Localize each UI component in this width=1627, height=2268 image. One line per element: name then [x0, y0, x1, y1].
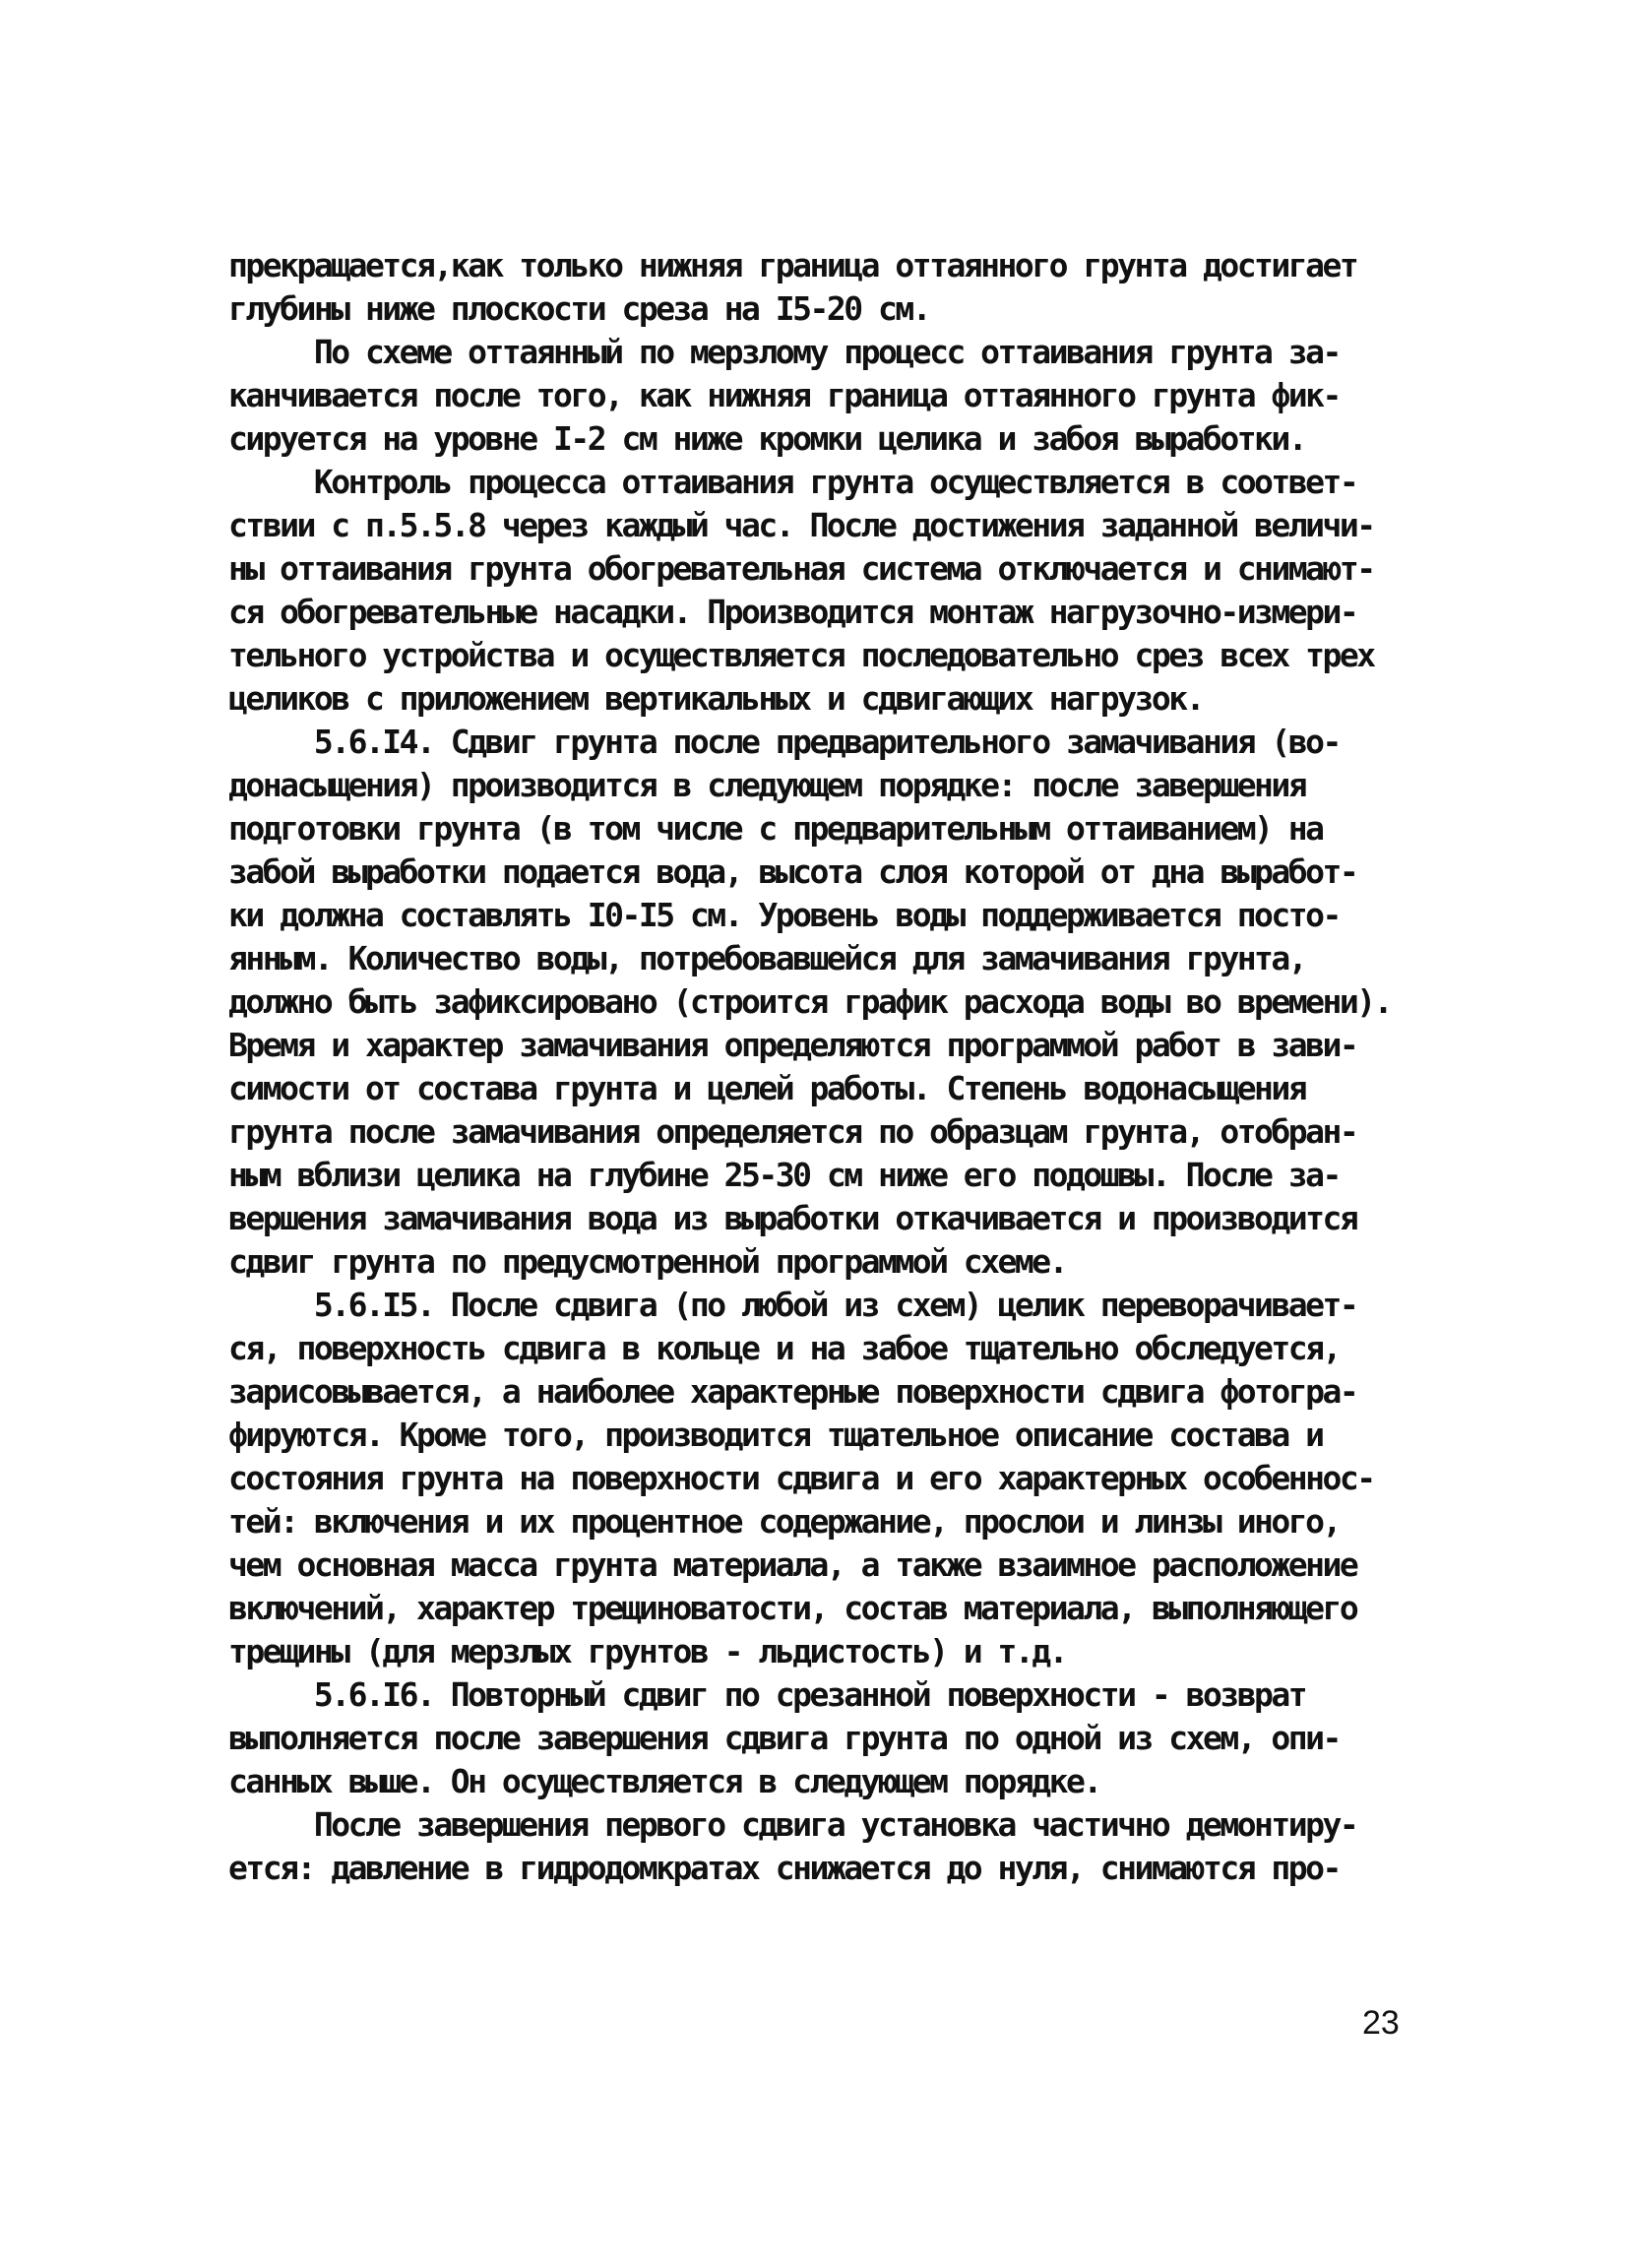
- text-line: ется: давление в гидродомкратах снижается до нуля, снимаются про-: [228, 1849, 1340, 1887]
- text-line: трещины (для мерзлых грунтов - льдистость) и т.д.: [228, 1632, 1067, 1670]
- text-line: чем основная масса грунта материала, а также взаимное расположение: [228, 1545, 1357, 1584]
- text-line: прекращается,как только нижняя граница оттаянного грунта достигает: [228, 246, 1357, 284]
- page-number: 23: [1362, 2004, 1400, 2042]
- text-line: донасыщения) производится в следующем порядке: после завершения: [228, 766, 1306, 804]
- text-line: зарисовывается, а наиболее характерные поверхности сдвига фотогра-: [228, 1372, 1357, 1411]
- text-line: тельного устройства и осуществляется последовательно срез всех трех: [228, 636, 1374, 674]
- text-line: По схеме оттаянный по мерзлому процесс оттаивания грунта за-: [228, 333, 1340, 371]
- text-line: ным вблизи целика на глубине 25-30 см ниже его подошвы. После за-: [228, 1156, 1340, 1194]
- text-line: состояния грунта на поверхности сдвига и его характерных особеннос-: [228, 1459, 1374, 1497]
- text-line: грунта после замачивания определяется по образцам грунта, отобран-: [228, 1112, 1357, 1151]
- text-line: вершения замачивания вода из выработки откачивается и производится: [228, 1199, 1357, 1237]
- text-line: 5.6.I5. После сдвига (по любой из схем) целик переворачивает-: [228, 1286, 1357, 1324]
- text-line: выполняется после завершения сдвига грунта по одной из схем, опи-: [228, 1719, 1340, 1757]
- text-line: ки должна составлять I0-I5 см. Уровень воды поддерживается посто-: [228, 896, 1340, 934]
- text-line: ся, поверхность сдвига в кольце и на забое тщательно обследуется,: [228, 1329, 1340, 1367]
- text-line: 5.6.I6. Повторный сдвиг по срезанной поверхности - возврат: [228, 1675, 1306, 1714]
- text-line: сдвиг грунта по предусмотренной программой схеме.: [228, 1242, 1067, 1281]
- body-text: [228, 244, 1409, 1890]
- text-line: ствии с п.5.5.8 через каждый час. После достижения заданной величи-: [228, 506, 1374, 544]
- text-line: ся обогревательные насадки. Производится монтаж нагрузочно-измери-: [228, 593, 1357, 631]
- text-line: тей: включения и их процентное содержание, прослои и линзы иного,: [228, 1502, 1340, 1541]
- text-line: 5.6.I4. Сдвиг грунта после предварительного замачивания (во-: [228, 723, 1340, 761]
- text-line: фируются. Кроме того, производится тщательное описание состава и: [228, 1416, 1323, 1454]
- text-line: канчивается после того, как нижняя граница оттаянного грунта фик-: [228, 376, 1340, 414]
- text-line: включений, характер трещиноватости, состав материала, выполняющего: [228, 1589, 1357, 1627]
- text-line: должно быть зафиксировано (строится график расхода воды во времени).: [228, 982, 1392, 1021]
- text-line: симости от состава грунта и целей работы. Степень водонасыщения: [228, 1069, 1306, 1107]
- text-line: Время и характер замачивания определяются программой работ в зави-: [228, 1026, 1357, 1064]
- text-line: целиков с приложением вертикальных и сдвигающих нагрузок.: [228, 679, 1203, 718]
- text-line: санных выше. Он осуществляется в следующем порядке.: [228, 1762, 1100, 1800]
- text-line: После завершения первого сдвига установка частично демонтиру-: [228, 1805, 1357, 1844]
- text-line: Контроль процесса оттаивания грунта осуществляется в соответ-: [228, 463, 1357, 501]
- text-line: сируется на уровне I-2 см ниже кромки целика и забоя выработки.: [228, 419, 1306, 458]
- text-line: ны оттаивания грунта обогревательная система отключается и снимают-: [228, 549, 1374, 588]
- text-line: забой выработки подается вода, высота слоя которой от дна выработ-: [228, 852, 1357, 891]
- text-line: подготовки грунта (в том числе с предварительным оттаиванием) на: [228, 809, 1323, 848]
- text-line: глубины ниже плоскости среза на I5-20 см.: [228, 289, 930, 328]
- text-line: янным. Количество воды, потребовавшейся для замачивания грунта,: [228, 939, 1306, 977]
